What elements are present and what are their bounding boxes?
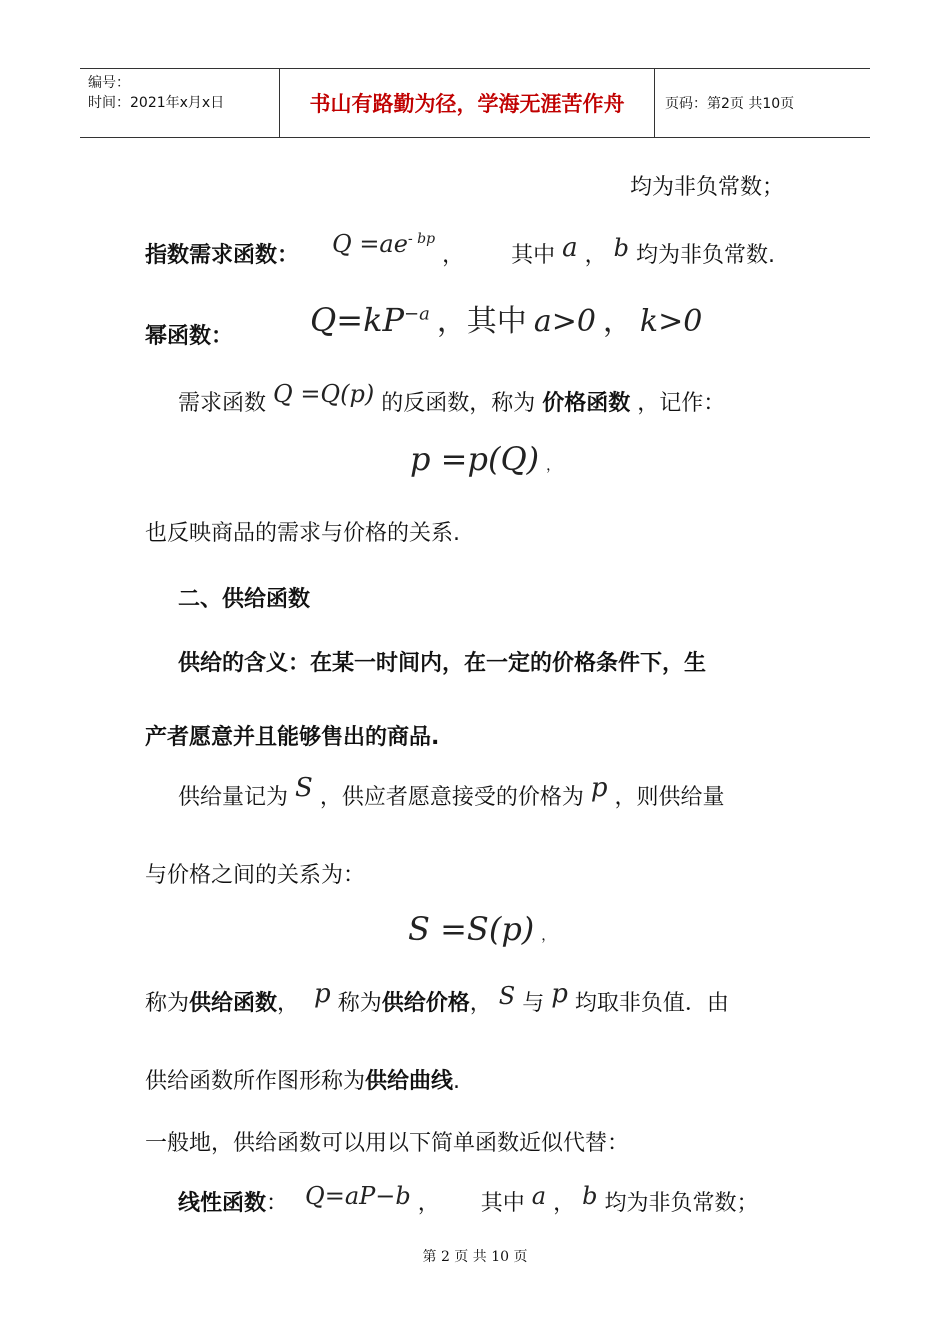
line-power: 幂函数： $Q=kP^{-a}$ ，其中 a>0 ， k>0 xyxy=(145,301,703,349)
line-6: 也反映商品的需求与价格的关系. xyxy=(145,521,460,546)
number-label: 编号： xyxy=(88,75,130,91)
page-header xyxy=(80,68,870,138)
page-footer: 第 2 页 共 10 页 xyxy=(422,1249,528,1265)
line-supply-formula: S =S(p) ， xyxy=(408,910,556,948)
exp-demand-label: 指数需求函数： xyxy=(145,243,300,268)
exp-demand-formula: $Q =ae^{- bp}$ xyxy=(332,230,436,258)
line-1: 均为非负常数； xyxy=(630,175,785,200)
line-linear: 线性函数： Q=aP−b ， 其中 a ， b 均为非负常数； xyxy=(178,1182,759,1216)
section-heading: 二、供给函数 xyxy=(178,587,311,612)
line-15: 一般地，供给函数可以用以下简单函数近似代替： xyxy=(145,1131,630,1156)
header-page-info: 页码：第2页 共10页 xyxy=(665,96,795,112)
date-label: 时间：2021年x月x日 xyxy=(88,95,225,111)
header-meta xyxy=(80,69,280,137)
line-supply-qty: 供给量记为 S ，供应者愿意接受的价格为 p ，则供给量 xyxy=(178,773,725,810)
supply-definition-2: 产者愿意并且能够售出的商品. xyxy=(145,725,440,750)
line-exp-demand: 指数需求函数： $Q =ae^{- bp}$ ， 其中 a ， b 均为非负常数. xyxy=(145,230,775,268)
linear-label: 线性函数 xyxy=(178,1191,267,1216)
linear-formula: Q=aP−b xyxy=(305,1182,411,1210)
supply-definition-1: 供给的含义：在某一时间内，在一定的价格条件下，生 xyxy=(178,651,707,676)
line-supply-terms: 称为供给函数， p 称为供给价格， S 与 p 均取非负值．由 xyxy=(145,979,729,1016)
line-price-formula: p =p(Q) ， xyxy=(410,440,561,478)
supply-formula: S =S(p) xyxy=(408,910,535,948)
power-formula: $Q=kP^{-a}$ xyxy=(310,301,430,339)
line-11: 与价格之间的关系为： xyxy=(145,863,366,888)
line-price-function: 需求函数 Q =Q(p) 的反函数，称为 价格函数 ，记作： xyxy=(178,380,726,416)
demand-formula: Q =Q(p) xyxy=(273,380,375,408)
header-motto: 书山有路勤为径，学海无涯苦作舟 xyxy=(280,69,655,137)
price-formula: p =p(Q) xyxy=(410,440,540,478)
power-label: 幂函数： xyxy=(145,324,234,349)
line-14: 供给函数所作图形称为供给曲线. xyxy=(145,1069,461,1094)
